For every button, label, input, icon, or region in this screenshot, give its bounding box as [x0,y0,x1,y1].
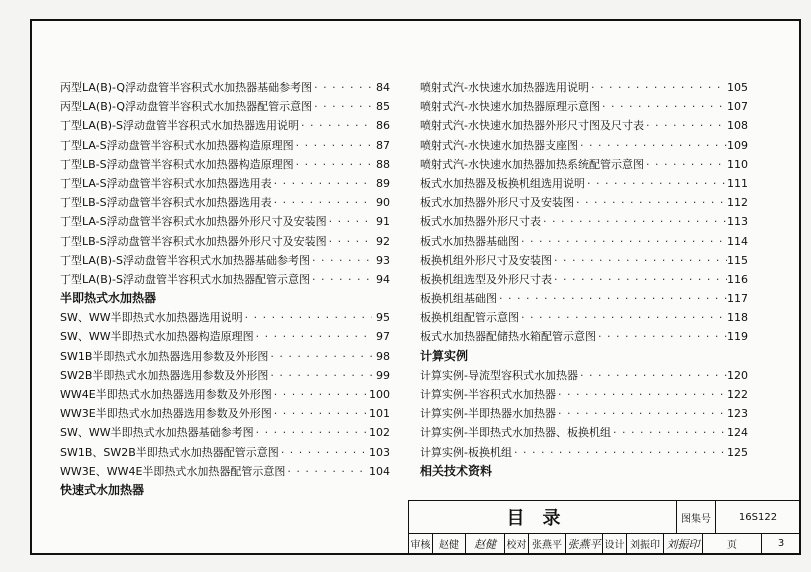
checker-cell [528,533,566,554]
entry-title: 计算实例-导流型容积式水加热器 [420,368,578,382]
toc-entry [420,308,748,327]
reviewer-signature-cell [465,533,505,554]
dot-leader [644,116,727,135]
dot-leader [272,404,369,423]
dot-leader [327,212,372,231]
entry-title: 计算实例-半容积式水加热器 [420,388,556,401]
toc-entry [420,270,748,289]
entry-title: 丁型LB-S浮动盘管半容积式水加热器外形尺寸及安装图 [60,234,327,248]
dot-leader [519,232,727,251]
entry-page-number: 113 [727,215,748,229]
entry-title: 喷射式汽-水快速水加热器外形尺寸图及尺寸表 [420,119,644,133]
checker-signature: 张燕平 [567,537,601,551]
entry-title: 喷射式汽-水快速水加热器加热系统配管示意图 [420,157,644,171]
page-label: 页 [727,540,737,551]
toc-entry [420,327,748,346]
toc-section-heading [420,462,748,481]
entry-title: 丁型LB-S浮动盘管半容积式水加热器选用表 [60,196,272,210]
toc-entry [60,404,390,423]
dot-leader [596,327,727,346]
checker-signature-cell [565,533,603,554]
designer-signature: 刘振印 [666,537,700,551]
entry-page-number: 105 [727,81,748,94]
dot-leader [585,174,727,193]
designer-name: 刘振印 [630,540,660,551]
entry-page-number: 103 [369,445,390,459]
toc-entry [60,308,390,327]
entry-title: 丁型LA-S浮动盘管半容积式水加热器外形尺寸及安装图 [60,215,327,229]
entry-title: 丙型LA(B)-Q浮动盘管半容积式水加热器配管示意图 [60,100,313,114]
dot-leader [268,347,372,366]
entry-title: 板式水加热器基础图 [420,234,519,248]
toc-entry [60,174,390,193]
entry-page-number: 88 [376,157,390,171]
entry-title: SW、WW半即热式水加热器构造原理图 [60,330,254,344]
dot-leader [254,327,372,346]
entry-title: SW1B、SW2B半即热式水加热器配管示意图 [60,445,279,459]
dot-leader [552,251,727,270]
toc-entry [60,366,390,385]
section-title: 相关技术资料 [420,463,493,478]
toc-entry [60,97,390,116]
dot-leader [519,308,727,327]
toc-entry [60,423,390,442]
section-title: 计算实例 [420,348,469,363]
toc-entry [60,251,390,270]
toc-entry [60,78,390,97]
reviewer-signature: 赵健 [474,537,496,551]
entry-page-number: 120 [727,368,748,382]
atlas-label: 图集号 [681,513,711,525]
dot-leader [600,97,727,116]
toc-entry [420,232,748,251]
dot-leader [272,174,372,193]
entry-page-number: 92 [376,234,390,248]
entry-page-number: 93 [376,253,390,267]
section-title: 快速式水加热器 [60,482,145,497]
designer-signature-cell [663,533,703,554]
toc-entry [420,212,748,231]
entry-page-number: 122 [727,388,748,401]
toc-entry [60,193,390,212]
entry-title: 丙型LA(B)-Q浮动盘管半容积式水加热器基础参考图 [60,81,313,94]
entry-title: 计算实例-半即热器水加热器 [420,407,556,421]
entry-title: 板式水加热器外形尺寸及安装图 [420,196,574,210]
dot-leader [312,78,372,97]
page-label-cell [702,533,762,554]
toc-entry [60,232,390,251]
entry-page-number: 99 [376,368,390,382]
toc-entry [420,136,748,155]
entry-title: 计算实例-板换机组 [420,445,512,459]
title-block [408,500,801,554]
toc-entry [420,78,748,97]
entry-page-number: 115 [727,253,748,267]
toc-entry [420,366,748,385]
dot-leader [552,270,727,289]
dot-leader [294,155,372,174]
entry-title: 喷射式汽-水快速水加热器选用说明 [420,81,589,94]
entry-page-number: 91 [376,215,390,229]
entry-title: 板换机组基础图 [420,292,497,306]
entry-page-number: 107 [727,100,748,114]
entry-page-number: 119 [727,330,748,344]
dot-leader [310,251,372,270]
entry-page-number: 108 [727,119,748,133]
entry-page-number: 97 [376,330,390,344]
entry-title: 丁型LB-S浮动盘管半容积式水加热器构造原理图 [60,157,294,171]
entry-page-number: 111 [727,176,748,190]
entry-title: 丁型LA-S浮动盘管半容积式水加热器构造原理图 [60,138,294,152]
review-label-cell [408,533,433,554]
dot-leader [497,289,727,308]
toc-right-column [420,78,748,481]
dot-leader [644,155,727,174]
atlas-no-cell [715,500,801,534]
entry-title: 板式水加热器及板换机组选用说明 [420,176,585,190]
toc-left-column [60,78,390,500]
entry-page-number: 100 [369,388,390,401]
dot-leader [512,443,727,462]
atlas-label-cell [676,500,716,534]
dot-leader [310,270,372,289]
entry-page-number: 85 [376,100,390,114]
toc-entry [60,212,390,231]
toc-entry [420,116,748,135]
dot-leader [272,193,372,212]
dot-leader [279,443,369,462]
entry-page-number: 102 [369,426,390,440]
entry-page-number: 118 [727,311,748,325]
entry-page-number: 124 [727,426,748,440]
entry-title: 丁型LA(B)-S浮动盘管半容积式水加热器配管示意图 [60,272,310,286]
entry-title: 板换机组选型及外形尺寸表 [420,272,552,286]
dot-leader [556,385,727,404]
toc-section-heading [60,289,390,308]
section-title: 半即热式水加热器 [60,291,157,306]
toc-entry [420,385,748,404]
entry-title: WW3E半即热式水加热器选用参数及外形图 [60,407,272,421]
entry-title: 计算实例-半即热式水加热器、板换机组 [420,426,611,440]
entry-page-number: 110 [727,157,748,171]
entry-title: 丁型LA(B)-S浮动盘管半容积式水加热器选用说明 [60,119,299,133]
toc-section-heading [60,481,390,500]
dot-leader [299,116,372,135]
entry-page-number: 123 [727,407,748,421]
dot-leader [578,366,727,385]
dot-leader [294,136,372,155]
check-label: 校对 [506,540,527,551]
checker-name: 张燕平 [532,540,562,551]
dot-leader [578,136,727,155]
designer-cell [626,533,664,554]
dot-leader [589,78,727,97]
toc-entry [420,443,748,462]
toc-entry [420,174,748,193]
toc-entry [420,193,748,212]
dot-leader [254,423,369,442]
page-number-cell [761,533,801,554]
entry-page-number: 90 [376,196,390,210]
entry-title: 板换机组外形尺寸及安装图 [420,253,552,267]
title-block-title-cell [408,500,677,534]
page-number: 3 [777,538,785,549]
toc-entry [420,251,748,270]
entry-title: SW、WW半即热式水加热器选用说明 [60,311,243,325]
toc-entry [420,97,748,116]
sheet-title: 目录 [506,508,579,529]
entry-title: 板换机组配管示意图 [420,311,519,325]
dot-leader [268,366,372,385]
design-label: 设计 [604,540,625,551]
entry-page-number: 94 [376,272,390,286]
entry-title: 丁型LA(B)-S浮动盘管半容积式水加热器基础参考图 [60,253,310,267]
entry-title: 丁型LA-S浮动盘管半容积式水加热器选用表 [60,176,272,190]
toc-entry [60,347,390,366]
toc-entry [60,462,390,481]
entry-page-number: 114 [727,234,748,248]
toc-entry [60,327,390,346]
toc-entry [420,404,748,423]
reviewer-cell [432,533,466,554]
entry-title: WW4E半即热式水加热器选用参数及外形图 [60,388,272,401]
dot-leader [327,232,372,251]
entry-title: SW1B半即热式水加热器选用参数及外形图 [60,349,269,363]
entry-page-number: 112 [727,196,748,210]
design-label-cell [602,533,627,554]
entry-title: SW、WW半即热式水加热器基础参考图 [60,426,254,440]
entry-title: SW2B半即热式水加热器选用参数及外形图 [60,368,269,382]
toc-section-heading [420,347,748,366]
dot-leader [285,462,369,481]
dot-leader [272,385,369,404]
entry-page-number: 101 [369,407,390,421]
entry-page-number: 109 [727,138,748,152]
dot-leader [611,423,727,442]
entry-page-number: 117 [727,292,748,306]
check-label-cell [504,533,529,554]
entry-title: 板式水加热器配储热水箱配管示意图 [420,330,596,344]
entry-page-number: 89 [376,176,390,190]
entry-page-number: 95 [376,311,390,325]
reviewer-name: 赵健 [439,540,459,551]
entry-page-number: 116 [727,272,748,286]
toc-entry [60,385,390,404]
toc-entry [420,155,748,174]
entry-page-number: 86 [376,119,390,133]
toc-entry [420,423,748,442]
entry-title: 板式水加热器外形尺寸表 [420,215,541,229]
entry-title: 喷射式汽-水快速水加热器原理示意图 [420,100,600,114]
entry-title: 喷射式汽-水快速水加热器支座图 [420,138,578,152]
toc-entry [60,116,390,135]
dot-leader [312,97,372,116]
dot-leader [541,212,727,231]
dot-leader [243,308,372,327]
entry-page-number: 125 [727,445,748,459]
atlas-number: 16S122 [738,511,778,523]
toc-entry [60,136,390,155]
entry-page-number: 87 [376,138,390,152]
toc-entry [60,155,390,174]
toc-entry [420,289,748,308]
entry-page-number: 84 [376,81,390,94]
dot-leader [574,193,727,212]
entry-page-number: 104 [369,464,390,478]
entry-page-number: 98 [376,349,390,363]
dot-leader [556,404,727,423]
review-label: 审核 [410,540,431,551]
entry-title: WW3E、WW4E半即热式水加热器配管示意图 [60,464,286,478]
toc-entry [60,443,390,462]
toc-entry [60,270,390,289]
